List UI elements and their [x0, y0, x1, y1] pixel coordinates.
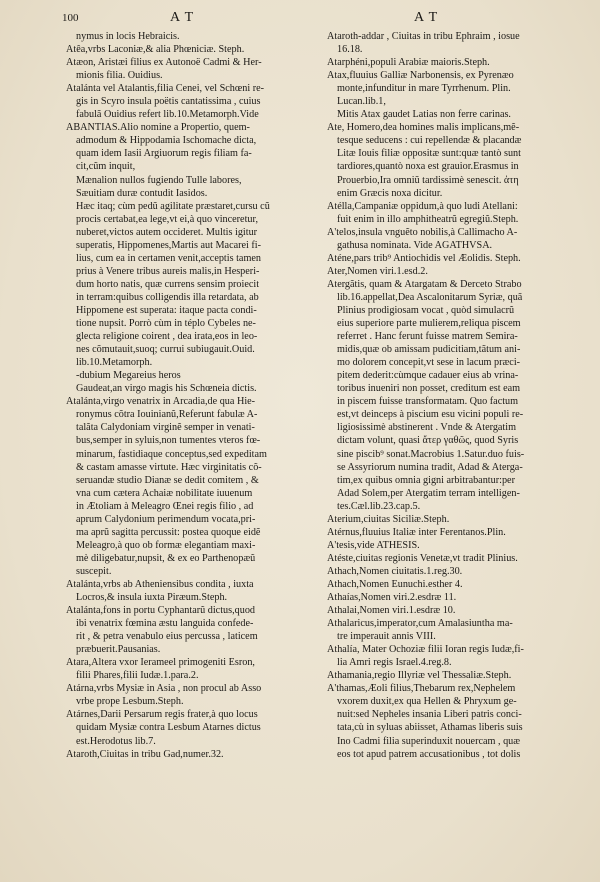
text-line: ibi venatrix fœmina æstu languida confede-	[76, 618, 254, 630]
text-line: Prouerbio,Ira omniũ tardissimè senescit. ἀτη	[337, 174, 519, 186]
text-line: Atergãtis, quam & Atargatam & Derceto Strabo	[327, 278, 522, 290]
text-line: Atax,fluuius Galliæ Narbonensis, ex Pyrenæo	[327, 70, 514, 82]
text-line: -dubium Megareius heros	[76, 370, 181, 382]
text-line: filii Phares,filii Iudæ.1.para.2.	[76, 670, 199, 682]
text-line: Lucan.lib.1,	[337, 96, 386, 108]
text-line: procis certabat,ea lege,vt ei,à quo vinceretur,	[76, 213, 259, 225]
left-column-heading: A T	[170, 10, 195, 25]
text-line: Sæuitiam duræ contudit Iasidos.	[76, 187, 208, 199]
text-line: Ataroth-addar , Ciuitas in tribu Ephraim , iosue	[327, 31, 520, 42]
text-line: ma aprũ sagitta percussit: postea quoque eidẽ	[76, 526, 261, 538]
text-line: monte,infunditur in mare Tyrrhenum. Plin.	[337, 83, 511, 95]
text-line: Ino Cadmi filia superinduxit nouercam , quæ	[337, 735, 521, 747]
text-line: præbuerit.Pausanias.	[76, 644, 161, 656]
text-line: in piscem fuisse transformatam. Quo factum	[337, 396, 519, 408]
text-line: toribus inueniri non posset, creditum est eam	[337, 383, 521, 395]
text-line: minarum, fastidiaque conceptus,sed expeditam	[76, 448, 267, 460]
text-line: Atalánta,fons in portu Cyphantarũ dictus,quod	[66, 605, 256, 617]
left-text-column	[66, 30, 318, 761]
text-line: ABANTIAS.Alio nomine a Propertio, quem-	[66, 122, 250, 134]
text-line: Atérnus,fluuius Italiæ inter Ferentanos.Plin.	[327, 526, 506, 538]
text-line: Athach,Nomen Eunuchi.esther 4.	[327, 578, 463, 590]
text-line: Atárna,vrbs Mysiæ in Asia , non procul ab Asso	[66, 683, 262, 695]
text-line: Atarphéni,populi Arabiæ maioris.Steph.	[327, 57, 490, 69]
text-line: gis in Scyro insula poëtis cantatissima , cuius	[76, 96, 261, 108]
text-line: pitem dederit:cùmque cadauer eius ab vrina-	[337, 370, 519, 382]
text-line: nuberet,victos autem occideret. Multis igitur	[76, 226, 258, 238]
text-line: Meleagro,à quo ob formæ elegantiam maxi-	[76, 539, 256, 551]
text-line: Atara,Altera vxor Ierameel primogeniti Esron,	[66, 657, 255, 669]
text-line: nes cõmutauit,suoq; currui subiugauit.Ouid.	[76, 344, 255, 356]
text-line: eos tot apud patrem accusationibus , tot dolis	[337, 748, 521, 760]
text-line: glecta religione coirent , dea irata,eos in leo-	[76, 331, 258, 343]
text-line: admodum & Hippodamia Ischomache dicta,	[76, 135, 257, 147]
text-line: dictam volunt, quasi ἄτερ γαθῶς, quod Syris	[337, 435, 519, 447]
text-line: enim Græcis noxa dicitur.	[337, 187, 443, 199]
text-line: Atélla,Campaniæ oppidum,à quo ludi Atellani:	[327, 200, 518, 212]
text-line: A'thamas,Æoli filius,Thebarum rex,Nephelem	[327, 683, 516, 695]
text-line: quam idem Iasii Argiuorum regis filiam fa-	[76, 148, 252, 160]
text-line: dum horto natis, quæ currens sensim proiecit	[76, 278, 260, 290]
text-line: Athamania,regio Illyriæ vel Thessaliæ.Steph.	[327, 670, 512, 682]
right-text-column	[327, 30, 579, 761]
text-line: tre imperauit annis VIII.	[337, 631, 436, 643]
text-line: est.Herodotus lib.7.	[76, 735, 156, 747]
text-line: aprum Calydonium perimendum vocata,pri-	[76, 513, 256, 525]
text-line: midis,quæ ob amissam pudicitiam,tãtum ani-	[337, 344, 521, 356]
text-line: Atárnes,Darii Persarum regis frater,à quo locus	[66, 709, 258, 721]
text-line: 16.18.	[337, 44, 363, 56]
text-line: Adad Solem,per Atergatim terram intelligen-	[337, 487, 520, 499]
text-line: ligiosissimè abstinerent . Vnde & Atergatim	[337, 422, 517, 434]
text-line: quidam Mysiæ contra Lesbum Atarnes dictus	[76, 722, 261, 734]
text-line: Hæc itaq; cùm pedũ agilitate præstaret,cursu cũ	[76, 200, 270, 212]
text-line: lius, cum ea in certamen venit,acceptis tamen	[76, 252, 261, 264]
text-line: ronymus cõtra Iouinianũ,Referunt fabulæ A-	[76, 409, 258, 421]
text-line: & castam amasse virtute. Hæc virginitatis cõ-	[76, 461, 262, 473]
text-line: Ater,Nomen viri.1.esd.2.	[327, 265, 428, 277]
text-line: mo dolorem concepit,vt sese in lacum præci-	[337, 357, 521, 369]
text-line: Gaudeat,an virgo magis his Schœneia dictis.	[76, 383, 257, 395]
text-line: Mænalion nullos fugiendo Tulle labores,	[76, 174, 242, 186]
text-line: talãta Calydoniam virginẽ semper in venati-	[76, 422, 255, 434]
text-line: A'telos,insula vnguẽto nobilis,à Callimacho A-	[327, 226, 518, 238]
text-line: Athalai,Nomen viri.1.esdræ 10.	[327, 605, 456, 617]
text-line: Atalánta,vrbs ab Atheniensibus condita , iuxta	[66, 578, 254, 590]
text-line: lib.10.Metamorph.	[76, 357, 153, 369]
text-line: cit,cũm inquit,	[76, 161, 136, 173]
text-line: tes.Cæl.lib.23.cap.5.	[337, 500, 421, 512]
text-line: vrbe prope Lesbum.Steph.	[76, 696, 184, 708]
text-line: Athaías,Nomen viri.2.esdræ 11.	[327, 592, 457, 604]
text-line: tata,cù in syluas abiisset, Athamas liberis suis	[337, 722, 523, 734]
text-line: Aterium,ciuitas Siciliæ.Steph.	[327, 513, 450, 525]
text-line: vna cum cætera Achaiæ nobilitate iuuenum	[76, 487, 253, 499]
text-line: Athalaricus,imperator,cum Amalasiuntha ma-	[327, 618, 513, 630]
text-line: Hippomene est superata: itaque pacta condi-	[76, 304, 257, 316]
text-line: fabulã Ouidius refert lib.10.Metamorph.Vide	[76, 109, 259, 121]
text-line: mè diligebatur,nupsit, & ex eo Parthenopæũ	[76, 552, 256, 564]
text-line: Athalía, Mater Ochoziæ filii Ioran regis Iudæ,fi-	[327, 644, 524, 656]
text-line: bus,semper in syluis,non tumentes vteros fœ-	[76, 435, 261, 447]
text-line: tim,ex quibus omnia gigni arbitrabantur:per	[337, 474, 515, 486]
text-line: sine piscib⁹ sonat.Macrobius 1.Satur.duo fuis-	[337, 448, 525, 460]
text-line: superatis, Hippomenes,Martis aut Macarei fi-	[76, 239, 262, 251]
text-line: nymus in locis Hebraicis.	[76, 31, 180, 42]
right-column-heading: A T	[414, 10, 439, 25]
text-line: referret . Hanc ferunt fuisse matrem Semira-	[337, 331, 518, 343]
text-line: Atalánta vel Atalantis,filia Cenei, vel Schœni re-	[66, 83, 265, 95]
text-line: prius à Venere tribus aureis malis,in Hesperi-	[76, 265, 260, 277]
text-line: Litæ Iouis filiæ oppositæ sunt:quæ tantò sunt	[337, 148, 521, 160]
running-header	[0, 10, 600, 32]
text-line: se Assyriorum numina tradit, Adad & Aterga-	[337, 461, 523, 473]
text-line: vxorem duxit,ex qua Hellen & Phryxum ge-	[337, 696, 517, 708]
text-line: Atéste,ciuitas regionis Venetæ,vt tradit Plinius.	[327, 552, 518, 564]
text-line: gathusa nominata. Vide AGATHVSA.	[337, 239, 493, 251]
text-line: Atalánta,virgo venatrix in Arcadia,de qua Hie-	[66, 396, 256, 408]
text-line: tardiores,quantò noxa est grauior.Erasmus in	[337, 161, 519, 173]
text-line: tione nupsit. Porrò cùm in téplo Cybeles ne-	[76, 318, 256, 330]
text-line: lia Amri regis Israel.4.reg.8.	[337, 657, 452, 669]
page-number: 100	[62, 12, 79, 24]
text-line: lib.16.appellat,Dea Ascalonitarum Syriæ, quã	[337, 291, 523, 303]
text-line: nuit:sed Nepheles insania Liberi patris conci-	[337, 709, 522, 721]
text-line: fuit enim in illo amphitheatrũ egregiũ.Steph.	[337, 213, 519, 225]
text-line: mionis filia. Ouidius.	[76, 70, 163, 82]
text-line: rit , & petra venabulo eius percussa , laticem	[76, 631, 258, 643]
text-line: Mitis Atax gaudet Latias non ferre carinas.	[337, 109, 511, 121]
text-line: Atêa,vrbs Laconiæ,& alia Phœniciæ. Steph.	[66, 44, 245, 56]
text-line: A'tesis,vide ATHESIS.	[327, 539, 420, 551]
text-line: Aténe,pars trib⁹ Antiochidis vel Æolidis. Steph.	[327, 252, 521, 264]
text-line: tesque seducens : cui repellendæ & placandæ	[337, 135, 522, 147]
text-line: eius superiore parte mulierem,reliqua piscem	[337, 318, 521, 330]
text-line: Ate, Homero,dea homines malis implicans,mẽ-	[327, 122, 520, 134]
text-line: Plinius prodigiosam vocat , quòd simulacrũ	[337, 304, 515, 316]
text-line: Athach,Nomen ciuitatis.1.reg.30.	[327, 565, 463, 577]
text-line: Ataroth,Ciuitas in tribu Gad,numer.32.	[66, 748, 224, 760]
text-line: in Ætoliam à Meleagro Œnei regis filio , ad	[76, 500, 254, 512]
text-line: seruandæ studio Dianæ se dedit comitem , &	[76, 474, 259, 486]
text-line: suscepit.	[76, 565, 112, 577]
text-line: est,vt deinceps à piscium esu vicini populi re-	[337, 409, 524, 421]
text-line: Locros,& insula iuxta Piræum.Steph.	[76, 592, 228, 604]
text-line: in terram:quibus colligendis illa retardata, ab	[76, 291, 259, 303]
text-line: Atæon, Aristæi filius ex Autonoë Cadmi & Her-	[66, 57, 262, 69]
